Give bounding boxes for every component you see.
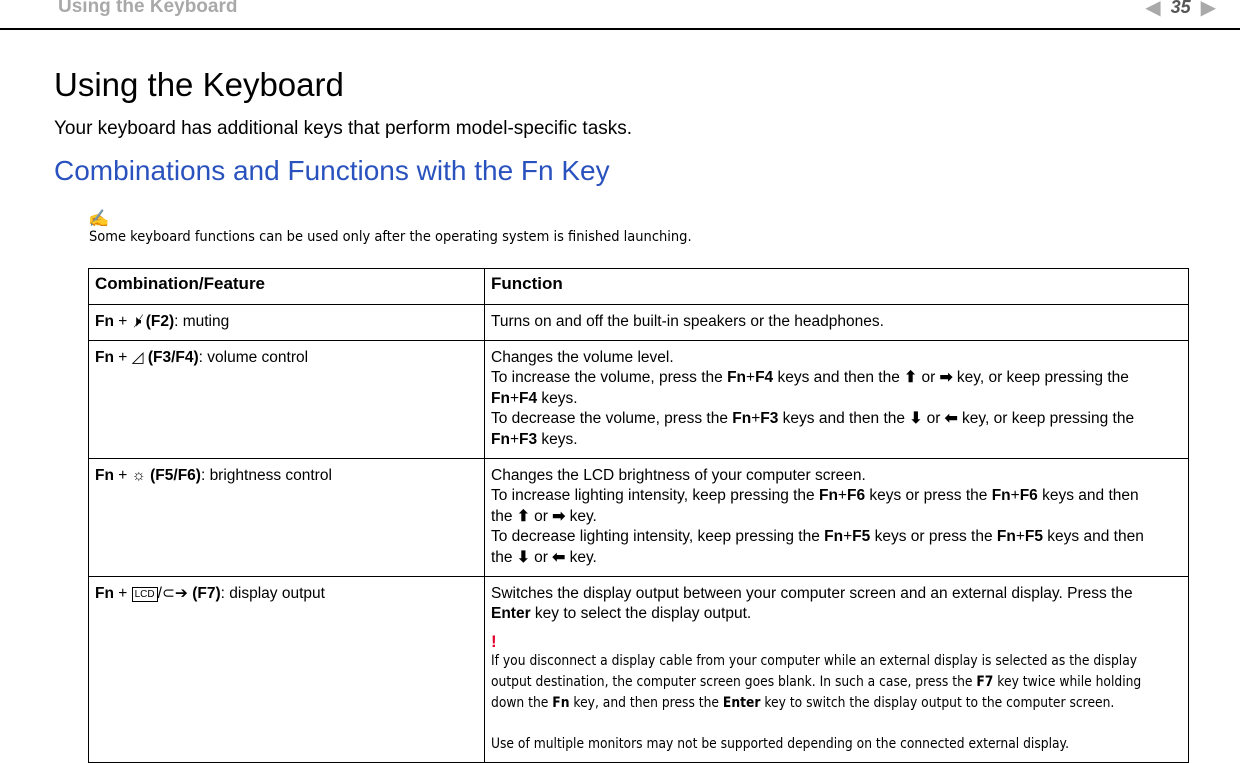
arrow-up-icon: ⬆ (516, 507, 530, 525)
text: + (746, 369, 756, 387)
function-cell (485, 305, 1189, 341)
table-row (89, 458, 1189, 576)
text: down the (491, 694, 553, 711)
key-name: Fn (824, 528, 844, 546)
caution-line: Use of multiple monitors may not be supported depending on the connected external display. (491, 735, 1070, 752)
key-name: F6 (846, 487, 866, 505)
table-row (89, 340, 1189, 458)
key-name: Fn (491, 430, 510, 448)
feature-label: : volume control (198, 348, 309, 366)
plus-sign: + (113, 313, 132, 330)
key-name: Fn (732, 410, 752, 428)
text: key, or keep pressing the (957, 410, 1135, 428)
text: + (837, 487, 847, 505)
text: + (1010, 487, 1020, 505)
key-name: F7 (976, 673, 994, 690)
volume-icon: ◿ (131, 348, 144, 366)
key-name: Fn (991, 487, 1011, 505)
caution-line (491, 672, 1177, 693)
key-name: F6 (1019, 487, 1038, 505)
text: keys or press the (865, 487, 992, 505)
text: key, or keep pressing the (952, 369, 1129, 387)
function-text (491, 486, 1182, 507)
table-header-row (89, 269, 1189, 305)
function-cell (485, 458, 1189, 576)
column-header-combination: Combination/Feature (89, 269, 485, 305)
brightness-icon: ☼ (131, 466, 146, 484)
note-text: Some keyboard functions can be used only after the operating system is finished launching. (89, 229, 692, 245)
text: or (529, 507, 553, 525)
next-page-icon[interactable]: ▶ (1200, 0, 1216, 19)
plus-sign: + (113, 584, 132, 602)
function-text: Turns on and off the built-in speakers or the headphones. (491, 313, 884, 330)
feature-label: : muting (174, 313, 230, 330)
header-divider (0, 28, 1240, 30)
function-key: (F2) (145, 313, 175, 330)
key-name: F3 (760, 410, 779, 428)
key-name: Fn (727, 369, 747, 387)
arrow-up-icon: ⬆ (904, 369, 918, 387)
text: To decrease lighting intensity, keep pressing the (491, 528, 825, 546)
function-text (491, 548, 1182, 569)
text: + (751, 410, 761, 428)
function-text (491, 507, 1182, 528)
column-header-function: Function (485, 269, 1189, 305)
function-text: Switches the display output between your computer screen and an external display. Press the (491, 584, 1133, 602)
text: keys and then the (773, 369, 905, 387)
key-name: F3 (519, 430, 538, 448)
fn-key: Fn (95, 348, 114, 366)
text: To increase lighting intensity, keep pressing the (491, 487, 819, 505)
text: key twice while holding (993, 673, 1142, 690)
function-cell (485, 576, 1189, 762)
text: the (491, 507, 517, 525)
arrow-down-icon: ⬇ (909, 410, 923, 428)
text: keys and then (1043, 528, 1144, 546)
caution-icon: ! (491, 631, 497, 651)
text: + (843, 528, 853, 546)
text: To decrease the volume, press the (491, 410, 733, 428)
function-text (491, 389, 1182, 410)
text: or (917, 369, 940, 387)
text: or (529, 548, 553, 566)
text: or (922, 410, 945, 428)
key-name: Fn (552, 694, 570, 711)
table-row (89, 305, 1189, 341)
fn-key-table (88, 268, 1189, 763)
text: key, and then press the (569, 694, 723, 711)
text: + (509, 389, 519, 407)
fn-key: Fn (95, 313, 114, 330)
slash: / (157, 584, 162, 602)
caution-line (491, 693, 1177, 714)
mute-icon: 🕨̸ (131, 313, 142, 330)
function-key: (F7) (192, 584, 221, 602)
function-cell (485, 340, 1189, 458)
key-name: F4 (755, 369, 774, 387)
caution-line: If you disconnect a display cable from your computer while an external display is selected as the display (491, 652, 1138, 669)
header-section-title: Using the Keyboard (58, 0, 238, 17)
text: key to switch the display output to the computer screen. (760, 694, 1115, 711)
text: key. (565, 507, 597, 525)
combination-cell (89, 458, 485, 576)
key-name: Enter (722, 694, 761, 711)
function-text (491, 409, 1182, 430)
arrow-right-icon: ➡ (552, 507, 566, 525)
previous-page-icon[interactable]: ◀ (1145, 0, 1161, 19)
function-text (491, 368, 1182, 389)
function-key: (F5/F6) (150, 466, 201, 484)
text: key to select the display output. (530, 605, 752, 623)
caution-text (491, 651, 1177, 755)
key-name: Enter (491, 605, 531, 623)
combination-cell (89, 340, 485, 458)
text: keys and then the (778, 410, 910, 428)
arrow-left-icon: ⬅ (944, 410, 958, 428)
lcd-icon: LCD (132, 587, 158, 602)
page-number: 35 (1170, 0, 1191, 17)
function-text (491, 527, 1182, 548)
combination-cell (89, 576, 485, 762)
function-text: Changes the LCD brightness of your computer screen. (491, 466, 866, 484)
function-text (491, 430, 1182, 451)
key-name: F5 (1024, 528, 1043, 546)
plus-sign: + (113, 466, 132, 484)
function-text (491, 604, 1182, 625)
function-key: (F3/F4) (147, 348, 199, 366)
external-display-icon: ⊂➔ (161, 584, 188, 602)
fn-key: Fn (95, 584, 114, 602)
text: keys. (537, 430, 578, 448)
text: + (509, 430, 519, 448)
key-name: Fn (491, 389, 510, 407)
section-heading: Combinations and Functions with the Fn Key (54, 155, 610, 186)
key-name: Fn (996, 528, 1016, 546)
arrow-left-icon: ⬅ (552, 548, 566, 566)
fn-key: Fn (95, 466, 114, 484)
table-row (89, 576, 1189, 762)
text: keys and then (1037, 487, 1139, 505)
plus-sign: + (113, 348, 132, 366)
page-navigation (1145, 0, 1216, 18)
pencil-note-icon: ✍ (88, 209, 110, 228)
text: + (1015, 528, 1025, 546)
feature-label: : brightness control (200, 466, 332, 484)
text: the (491, 548, 517, 566)
text: key. (565, 548, 597, 566)
text: keys. (537, 389, 578, 407)
key-name: F5 (852, 528, 871, 546)
arrow-down-icon: ⬇ (516, 548, 530, 566)
text: To increase the volume, press the (491, 369, 728, 387)
arrow-right-icon: ➡ (939, 369, 953, 387)
text: keys or press the (870, 528, 997, 546)
feature-label: : display output (220, 584, 325, 602)
combination-cell (89, 305, 485, 341)
page-title: Using the Keyboard (54, 66, 344, 103)
text: output destination, the computer screen goes blank. In such a case, press the (491, 673, 977, 690)
key-name: Fn (818, 487, 838, 505)
key-name: F4 (519, 389, 538, 407)
intro-paragraph: Your keyboard has additional keys that perform model-specific tasks. (54, 118, 633, 139)
function-text: Changes the volume level. (491, 348, 674, 366)
